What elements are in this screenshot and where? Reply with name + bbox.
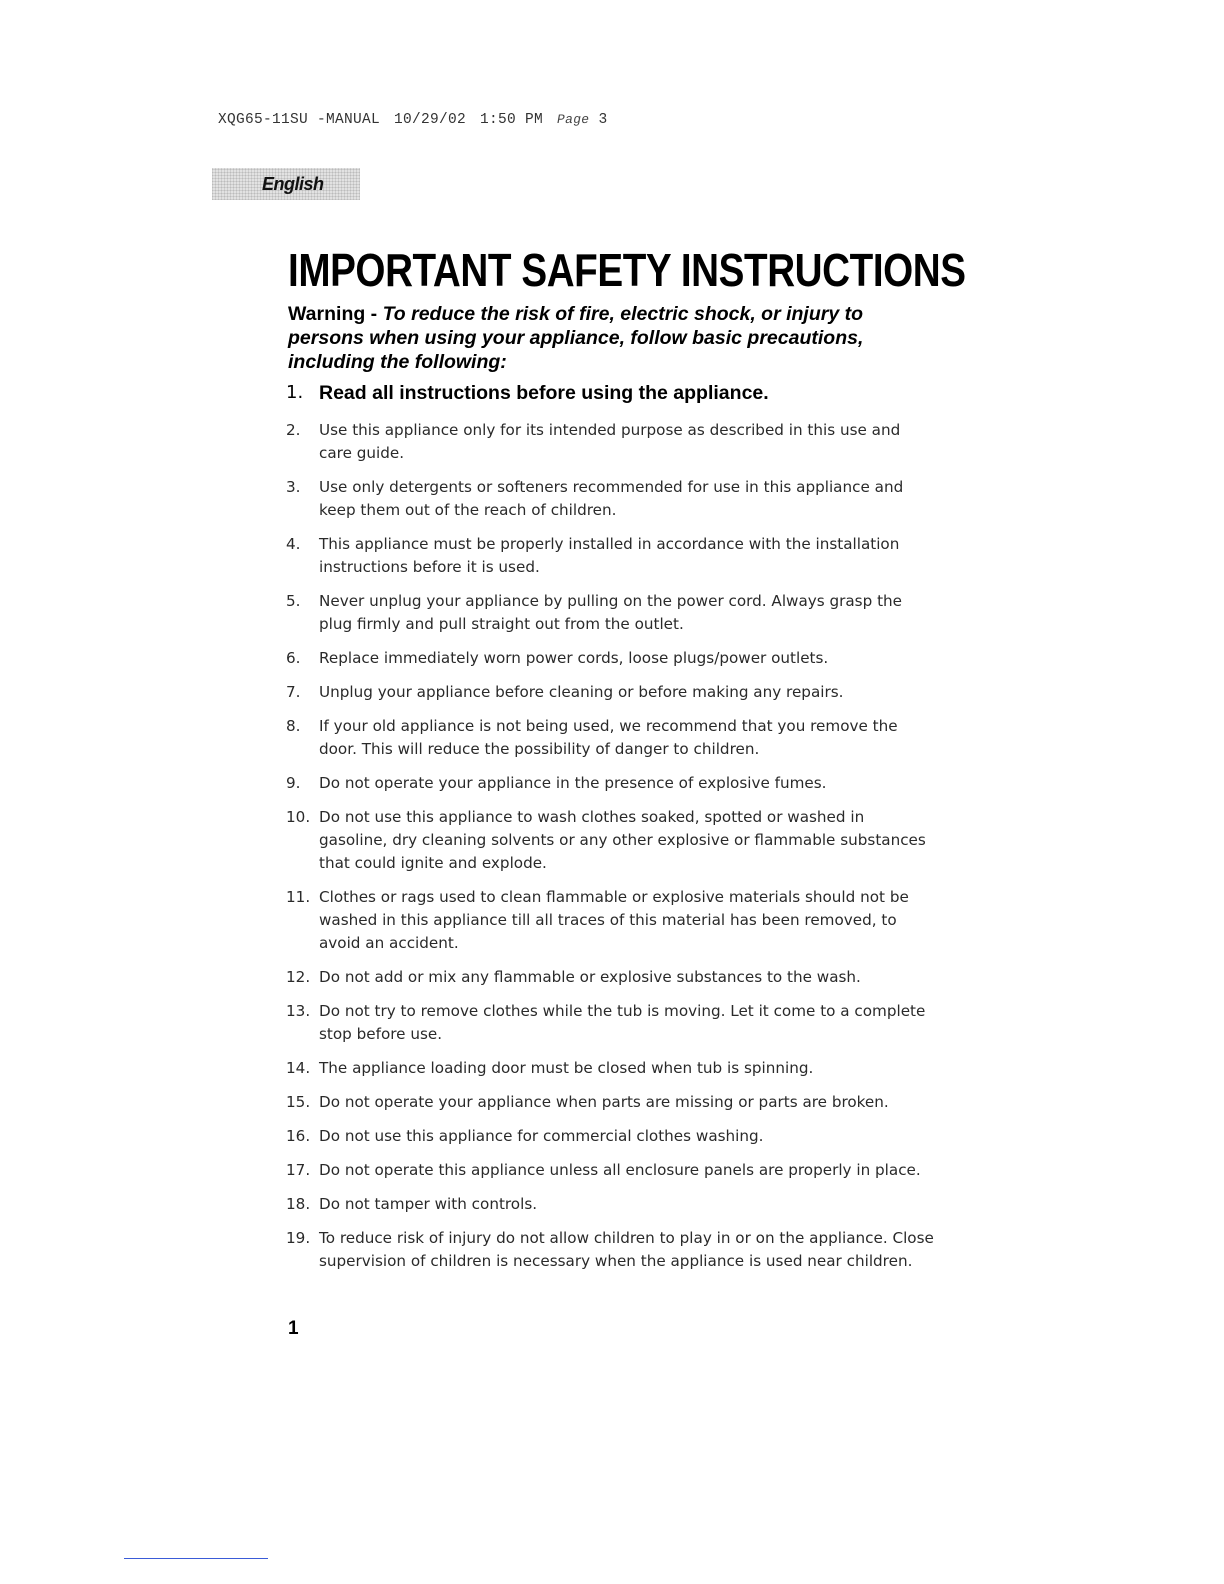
instruction-item — [286, 681, 936, 704]
instruction-item — [286, 715, 936, 761]
instruction-item — [286, 806, 936, 875]
instruction-number: 4. — [286, 535, 301, 553]
instruction-text: Do not operate this appliance unless all enclosure panels are properly in place. — [319, 1161, 921, 1179]
instruction-number: 15. — [286, 1093, 311, 1111]
instruction-text: Unplug your appliance before cleaning or before making any repairs. — [319, 683, 844, 701]
instruction-text: This appliance must be properly installed in accordance with the installation instructions before it is used. — [319, 535, 900, 576]
instruction-number: 2. — [286, 421, 301, 439]
instruction-text: Do not use this appliance for commercial clothes washing. — [319, 1127, 764, 1145]
instruction-item — [286, 966, 936, 989]
instruction-number: 9. — [286, 774, 301, 792]
instruction-item — [286, 886, 936, 955]
instruction-item — [286, 590, 936, 636]
instruction-text: If your old appliance is not being used, we recommend that you remove the door. This will reduce the possibility of danger to children. — [319, 717, 898, 758]
instruction-item — [286, 647, 936, 670]
instruction-item — [286, 380, 936, 406]
instruction-text: Clothes or rags used to clean flammable or explosive materials should not be washed in this appliance till all traces of this material has been removed, to avoid an accident. — [319, 888, 909, 952]
print-header — [218, 112, 608, 128]
print-header-file: XQG65-11SU -MANUAL — [218, 112, 381, 128]
print-header-page-mark: Page — [555, 112, 591, 127]
instruction-number: 3. — [286, 478, 301, 496]
footer-rule — [124, 1558, 268, 1559]
instruction-item — [286, 1091, 936, 1114]
instruction-text: Do not try to remove clothes while the tub is moving. Let it come to a complete stop before use. — [319, 1002, 926, 1043]
instruction-item — [286, 419, 936, 465]
instruction-text: Never unplug your appliance by pulling on the power cord. Always grasp the plug firmly and pull straight out from the outlet. — [319, 592, 902, 633]
print-header-page-num: 3 — [598, 112, 608, 128]
instruction-text: Do not operate your appliance in the presence of explosive fumes. — [319, 774, 827, 792]
instruction-text: Replace immediately worn power cords, loose plugs/power outlets. — [319, 649, 829, 667]
warning-paragraph — [288, 302, 928, 374]
instruction-number: 19. — [286, 1229, 311, 1247]
print-header-time: 1:50 PM — [480, 112, 544, 128]
instruction-text: Do not add or mix any flammable or explosive substances to the wash. — [319, 968, 861, 986]
instruction-number: 14. — [286, 1059, 311, 1077]
instruction-number: 6. — [286, 649, 301, 667]
instruction-item — [286, 476, 936, 522]
instruction-text: To reduce risk of injury do not allow children to play in or on the appliance. Close supervision of children is necessary when the appliance is used near children. — [319, 1229, 934, 1270]
instruction-number: 16. — [286, 1127, 311, 1145]
instruction-item — [286, 533, 936, 579]
instruction-list — [286, 380, 936, 1284]
instruction-text: Do not use this appliance to wash clothes soaked, spotted or washed in gasoline, dry cleaning solvents or any other explosive or flammable substances that could ignite and explode. — [319, 808, 926, 872]
instruction-item — [286, 1159, 936, 1182]
instruction-number: 18. — [286, 1195, 311, 1213]
instruction-text: Do not tamper with controls. — [319, 1195, 538, 1213]
instruction-text: Do not operate your appliance when parts are missing or parts are broken. — [319, 1093, 889, 1111]
warning-text: To reduce the risk of fire, electric shock, or injury to persons when using your appliance, follow basic precautions, including the following: — [288, 303, 864, 373]
instruction-text: Use this appliance only for its intended purpose as described in this use and care guide. — [319, 421, 901, 462]
instruction-number: 1. — [286, 382, 304, 403]
instruction-number: 12. — [286, 968, 311, 986]
instruction-text: Read all instructions before using the appliance. — [319, 382, 769, 404]
instruction-number: 13. — [286, 1002, 311, 1020]
page-title: IMPORTANT SAFETY INSTRUCTIONS — [288, 244, 966, 296]
instruction-number: 7. — [286, 683, 301, 701]
language-tab: English — [212, 168, 360, 200]
instruction-number: 11. — [286, 888, 311, 906]
instruction-item — [286, 1057, 936, 1080]
warning-lead: Warning - — [288, 303, 383, 325]
page-number: 1 — [288, 1318, 299, 1339]
instruction-number: 8. — [286, 717, 301, 735]
instruction-item — [286, 772, 936, 795]
instruction-number: 17. — [286, 1161, 311, 1179]
instruction-text: Use only detergents or softeners recommended for use in this appliance and keep them out of the reach of children. — [319, 478, 904, 519]
instruction-text: The appliance loading door must be closed when tub is spinning. — [319, 1059, 814, 1077]
instruction-number: 10. — [286, 808, 311, 826]
instruction-number: 5. — [286, 592, 301, 610]
instruction-item — [286, 1125, 936, 1148]
instruction-item — [286, 1000, 936, 1046]
instruction-item — [286, 1227, 936, 1273]
instruction-item — [286, 1193, 936, 1216]
print-header-date: 10/29/02 — [394, 112, 467, 128]
